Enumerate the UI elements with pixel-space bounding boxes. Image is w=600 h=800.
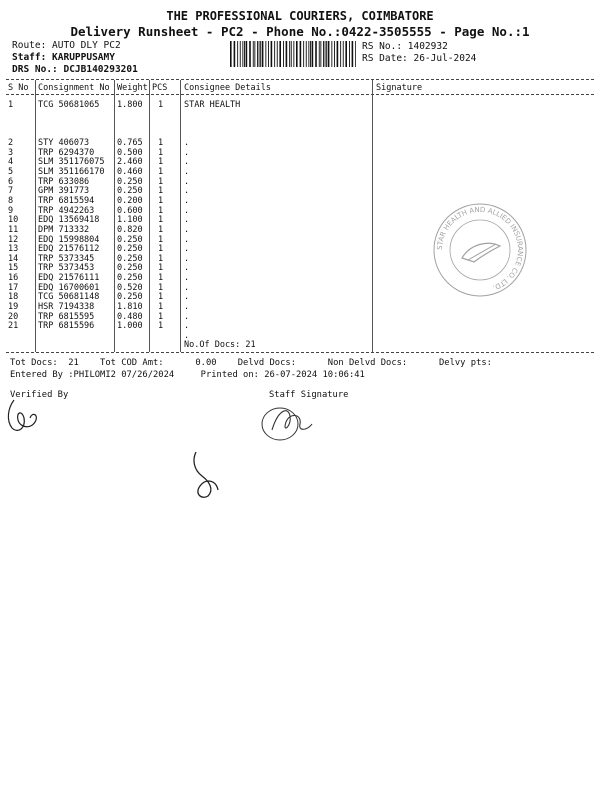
row-weight: 0.520	[117, 282, 143, 293]
row-pcs: 1	[158, 195, 164, 206]
verified-by-label: Verified By	[10, 390, 69, 400]
row-consignment-no: STY 406073	[38, 138, 90, 148]
row-consignee: .	[184, 147, 190, 158]
row-sno: 20	[8, 311, 19, 322]
row-pcs: 1	[158, 311, 164, 322]
barcode-bar	[349, 41, 350, 67]
barcode-bar	[230, 41, 232, 67]
barcode-bar	[286, 41, 288, 67]
barcode-bar	[345, 41, 347, 67]
row-sno: 13	[8, 244, 19, 255]
row-consignee: .	[184, 263, 190, 274]
row-weight: 0.765	[117, 138, 143, 148]
row-consignee: .	[184, 244, 190, 255]
row-consignment-no: TRP 6815596	[38, 321, 95, 332]
col-header-weight: Weight	[117, 83, 148, 93]
barcode-bar	[249, 41, 251, 67]
row-consignment-no: EDQ 21576112	[38, 244, 100, 255]
row-consignment-no: EDQ 15998804	[38, 234, 100, 245]
row-weight: 0.500	[117, 147, 143, 158]
col-divider	[114, 80, 115, 352]
row-pcs: 1	[158, 186, 164, 197]
row-sno: 14	[8, 253, 19, 264]
row-pcs: 1	[158, 147, 164, 158]
barcode-bar	[246, 41, 248, 67]
col-header-consignment: Consignment No	[38, 83, 110, 93]
row-weight: 0.250	[117, 186, 143, 197]
barcode-bar	[268, 41, 269, 67]
barcode-bar	[237, 41, 238, 67]
barcode-bar	[326, 41, 327, 67]
row-consignee: .	[184, 195, 190, 206]
row-consignment-no: TRP 6815594	[38, 195, 95, 206]
col-header-pcs: PCS	[152, 83, 168, 93]
row-weight: 0.250	[117, 244, 143, 255]
barcode-bar	[325, 41, 326, 67]
barcode-bar	[310, 41, 311, 67]
barcode-bar	[262, 41, 264, 67]
row-pcs: 1	[158, 273, 164, 284]
row-consignee: .	[184, 321, 190, 332]
row-consignee: .	[184, 234, 190, 245]
barcode-bar	[343, 41, 344, 67]
row-weight: 0.250	[117, 273, 143, 284]
barcode-bar	[319, 41, 320, 67]
row-consignee: .	[184, 253, 190, 264]
company-title: THE PROFESSIONAL COURIERS, COIMBATORE	[166, 9, 434, 23]
row-pcs: 1	[158, 253, 164, 264]
row-consignment-no: TRP 5373453	[38, 263, 95, 274]
barcode-bar	[289, 41, 290, 67]
row-consignee: .	[184, 224, 190, 235]
row-weight: 1.000	[117, 321, 143, 332]
row-sno: 18	[8, 292, 19, 303]
row-pcs: 1	[158, 224, 164, 235]
row-consignee: .	[184, 166, 190, 177]
barcode-bar	[337, 41, 339, 67]
row-sno: 5	[8, 166, 14, 177]
row-consignee: .	[184, 138, 190, 148]
col-divider	[180, 80, 181, 352]
row-sno: 12	[8, 234, 19, 245]
barcode-bar	[240, 41, 241, 67]
row-sno: 17	[8, 282, 19, 293]
barcode-bar	[291, 41, 292, 67]
row-pcs: 1	[158, 176, 164, 187]
row-consignee: .	[184, 311, 190, 322]
row-consignment-no: TRP 4942263	[38, 205, 95, 216]
row-consignment-no: TCG 50681065	[38, 100, 100, 110]
row-pcs: 1	[158, 263, 164, 274]
row-consignment-no: TRP 6815595	[38, 311, 95, 322]
row-weight: 0.250	[117, 263, 143, 274]
handwritten-mark	[186, 450, 222, 500]
row-sno: 4	[8, 157, 14, 168]
row-consignee: .	[184, 205, 190, 216]
company-stamp	[430, 200, 530, 300]
row-weight: 0.250	[117, 253, 143, 264]
row-sno: 10	[8, 215, 19, 226]
barcode-bar	[303, 41, 304, 67]
barcode-bar	[265, 41, 266, 67]
row-weight: 0.250	[117, 234, 143, 245]
barcode-bar	[300, 41, 302, 67]
col-divider	[149, 80, 150, 352]
barcode-bar	[277, 41, 278, 67]
barcode-bar	[274, 41, 275, 67]
row-sno: 11	[8, 224, 19, 235]
row-consignment-no: TRP 5373345	[38, 253, 95, 264]
row-consignee: .	[184, 292, 190, 303]
no-of-docs: No.Of Docs: 21	[184, 340, 256, 350]
stamp-text: STAR HEALTH AND ALLIED INSURANCE CO. LTD.	[435, 205, 525, 292]
row-pcs: 1	[158, 166, 164, 177]
row-pcs: 1	[158, 234, 164, 245]
barcode-bar	[257, 41, 258, 67]
row-consignment-no: GPM 391773	[38, 186, 90, 197]
barcode-bar	[283, 41, 284, 67]
row-consignment-no: EDQ 13569418	[38, 215, 100, 226]
row-pcs: 1	[158, 100, 164, 110]
row-weight: 1.810	[117, 302, 143, 313]
barcode-bar	[242, 41, 243, 67]
row-consignee: .	[184, 273, 190, 284]
drs-number: DRS No.: DCJB140293201	[12, 64, 138, 75]
barcode-bar	[352, 41, 354, 67]
rs-number: RS No.: 1402932	[362, 41, 448, 52]
row-consignment-no: SLM 351166170	[38, 166, 105, 177]
barcode-bar	[254, 41, 255, 67]
row-consignee: STAR HEALTH	[184, 100, 241, 110]
row-sno: 2	[8, 138, 14, 148]
row-pcs: 1	[158, 138, 164, 148]
svg-text:STAR HEALTH AND ALLIED INSURAN	[436, 206, 524, 292]
route-label: Route: AUTO DLY PC2	[12, 40, 121, 51]
row-consignment-no: TRP 633086	[38, 176, 90, 187]
table-header-rule	[6, 94, 594, 95]
row-consignment-no: TCG 50681148	[38, 292, 100, 303]
totals-line: Tot Docs: 21 Tot COD Amt: 0.00 Delvd Docs: Non Delvd Docs: Delvy pts:	[10, 358, 492, 368]
col-divider	[35, 80, 36, 352]
list-item-extra: .	[184, 331, 190, 341]
row-consignee: .	[184, 215, 190, 226]
row-sno: 3	[8, 147, 14, 158]
barcode-bar	[340, 41, 341, 67]
row-weight: 0.480	[117, 311, 143, 322]
barcode-bar	[331, 41, 332, 67]
row-sno: 21	[8, 321, 19, 332]
row-weight: 2.460	[117, 157, 143, 168]
staff-signature-mark	[258, 400, 318, 444]
barcode-bar	[271, 41, 273, 67]
row-consignee: .	[184, 302, 190, 313]
row-pcs: 1	[158, 292, 164, 303]
row-weight: 1.100	[117, 215, 143, 226]
row-weight: 0.250	[117, 176, 143, 187]
row-pcs: 1	[158, 244, 164, 255]
barcode-bar	[296, 41, 298, 67]
barcode-bar	[355, 41, 356, 67]
row-pcs: 1	[158, 157, 164, 168]
barcode-bar	[306, 41, 307, 67]
row-pcs: 1	[158, 205, 164, 216]
barcode-bar	[260, 41, 261, 67]
runsheet-subtitle: Delivery Runsheet - PC2 - Phone No.:0422-3505555 - Page No.:1	[70, 24, 530, 39]
barcode-bar	[259, 41, 260, 67]
barcode-bar	[308, 41, 309, 67]
row-sno: 1	[8, 100, 14, 110]
row-consignee: .	[184, 157, 190, 168]
row-pcs: 1	[158, 282, 164, 293]
row-consignment-no: DPM 713332	[38, 224, 90, 235]
barcode-bar	[323, 41, 324, 67]
staff-signature-label: Staff Signature	[269, 390, 349, 400]
barcode-bar	[279, 41, 281, 67]
col-header-signature: Signature	[376, 83, 423, 93]
row-consignment-no: EDQ 16700601	[38, 282, 100, 293]
barcode	[230, 41, 356, 67]
row-consignee: .	[184, 282, 190, 293]
barcode-bar	[320, 41, 321, 67]
row-consignment-no: HSR 7194338	[38, 302, 95, 313]
row-sno: 6	[8, 176, 14, 187]
table-bottom-rule	[6, 352, 594, 353]
row-sno: 16	[8, 273, 19, 284]
row-weight: 0.820	[117, 224, 143, 235]
barcode-bar	[234, 41, 236, 67]
row-weight: 0.600	[117, 205, 143, 216]
barcode-bar	[312, 41, 314, 67]
col-divider	[372, 80, 373, 352]
barcode-bar	[253, 41, 254, 67]
barcode-bar	[293, 41, 294, 67]
row-weight: 0.250	[117, 292, 143, 303]
row-consignee: .	[184, 176, 190, 187]
row-sno: 9	[8, 205, 14, 216]
row-consignment-no: EDQ 21576111	[38, 273, 100, 284]
entered-by-line: Entered By :PHILOMI2 07/26/2024 Printed on: 26-07-2024 10:06:41	[10, 370, 365, 380]
row-sno: 19	[8, 302, 19, 313]
row-consignment-no: SLM 351176075	[38, 157, 105, 168]
col-header-consignee: Consignee Details	[184, 83, 271, 93]
row-weight: 0.200	[117, 195, 143, 206]
row-consignee: .	[184, 186, 190, 197]
verifier-signature	[4, 398, 46, 438]
row-pcs: 1	[158, 321, 164, 332]
row-consignment-no: TRP 6294370	[38, 147, 95, 158]
row-sno: 15	[8, 263, 19, 274]
row-weight: 0.460	[117, 166, 143, 177]
rs-date: RS Date: 26-Jul-2024	[362, 53, 477, 64]
barcode-bar	[328, 41, 330, 67]
row-sno: 7	[8, 186, 14, 197]
barcode-bar	[244, 41, 245, 67]
table-top-rule	[6, 79, 594, 80]
staff-label: Staff: KARUPPUSAMY	[12, 52, 115, 63]
row-sno: 8	[8, 195, 14, 206]
col-header-sno: S No	[8, 83, 29, 93]
barcode-bar	[334, 41, 335, 67]
row-weight: 1.800	[117, 100, 143, 110]
barcode-bar	[315, 41, 317, 67]
row-pcs: 1	[158, 215, 164, 226]
row-pcs: 1	[158, 302, 164, 313]
